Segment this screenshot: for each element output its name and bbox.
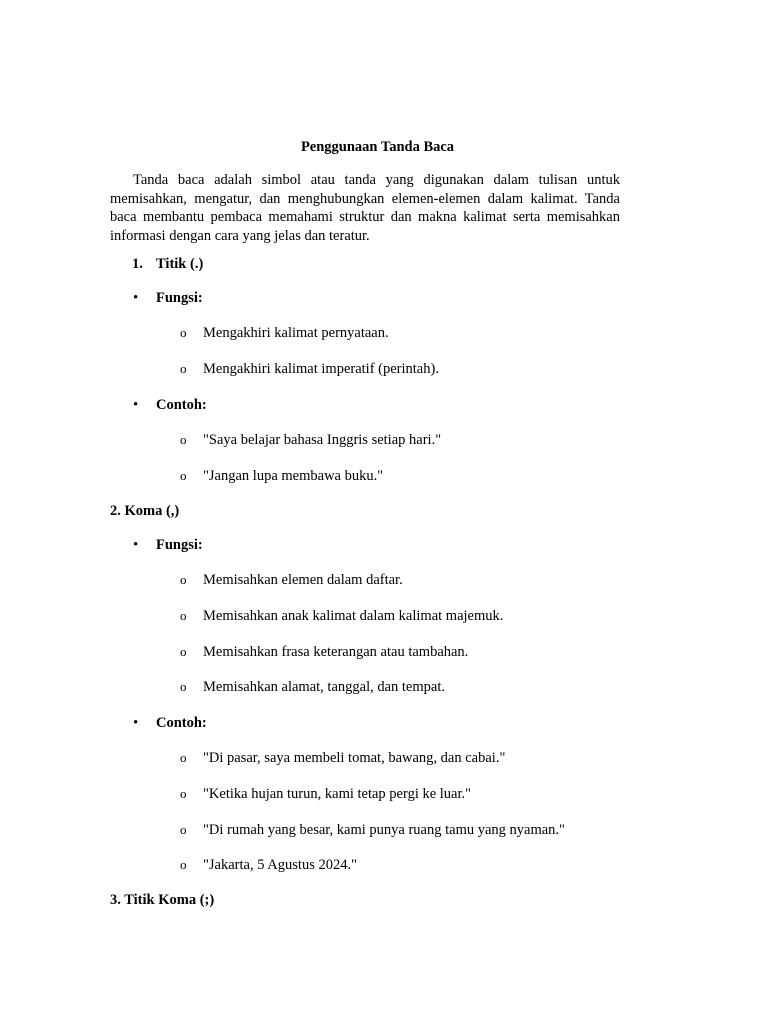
list-item: "Ketika hujan turun, kami tetap pergi ke luar." — [203, 786, 472, 802]
list-item: Memisahkan anak kalimat dalam kalimat majemuk. — [203, 608, 504, 624]
section3-heading: 3. Titik Koma (;) — [110, 892, 215, 908]
list-item: "Jakarta, 5 Agustus 2024." — [203, 857, 358, 873]
list-item: Memisahkan alamat, tanggal, dan tempat. — [203, 679, 445, 695]
list-item: "Di pasar, saya membeli tomat, bawang, dan cabai." — [203, 750, 506, 766]
circle-marker: o — [180, 822, 187, 837]
bullet-marker: • — [133, 397, 139, 413]
circle-marker: o — [180, 644, 187, 659]
list-item: Memisahkan elemen dalam daftar. — [203, 572, 403, 588]
section2-fungsi-label: Fungsi: — [156, 537, 203, 553]
circle-marker: o — [180, 857, 187, 872]
list-item: "Jangan lupa membawa buku." — [203, 468, 384, 484]
circle-marker: o — [180, 786, 187, 801]
section2-contoh-label: Contoh: — [156, 715, 207, 731]
list-item: Mengakhiri kalimat pernyataan. — [203, 325, 389, 341]
section1-contoh-label: Contoh: — [156, 397, 207, 413]
circle-marker: o — [180, 608, 187, 623]
circle-marker: o — [180, 572, 187, 587]
list-item: Memisahkan frasa keterangan atau tambahan. — [203, 644, 469, 660]
section1-heading: Titik (.) — [156, 256, 204, 272]
list-item: "Di rumah yang besar, kami punya ruang tamu yang nyaman." — [203, 822, 565, 838]
circle-marker: o — [180, 325, 187, 340]
circle-marker: o — [180, 468, 187, 483]
bullet-marker: • — [133, 290, 139, 306]
circle-marker: o — [180, 432, 187, 447]
section1-fungsi-label: Fungsi: — [156, 290, 203, 306]
circle-marker: o — [180, 361, 187, 376]
intro-paragraph: Tanda baca adalah simbol atau tanda yang digunakan dalam tulisan untuk memisahkan, mengatur, dan menghubungkan elemen-elemen dalam kalimat. Tanda baca membantu pembaca memahami struktur dan makna kalimat serta memisahkan informasi dengan cara yang jelas dan teratur. — [110, 172, 620, 244]
list-item: "Saya belajar bahasa Inggris setiap hari." — [203, 432, 442, 448]
list-item: Mengakhiri kalimat imperatif (perintah). — [203, 361, 439, 377]
bullet-marker: • — [133, 537, 139, 553]
section2-heading: 2. Koma (,) — [110, 503, 180, 519]
section1-number: 1. — [132, 256, 143, 272]
circle-marker: o — [180, 750, 187, 765]
document-title: Penggunaan Tanda Baca — [300, 139, 455, 155]
circle-marker: o — [180, 679, 187, 694]
bullet-marker: • — [133, 715, 139, 731]
